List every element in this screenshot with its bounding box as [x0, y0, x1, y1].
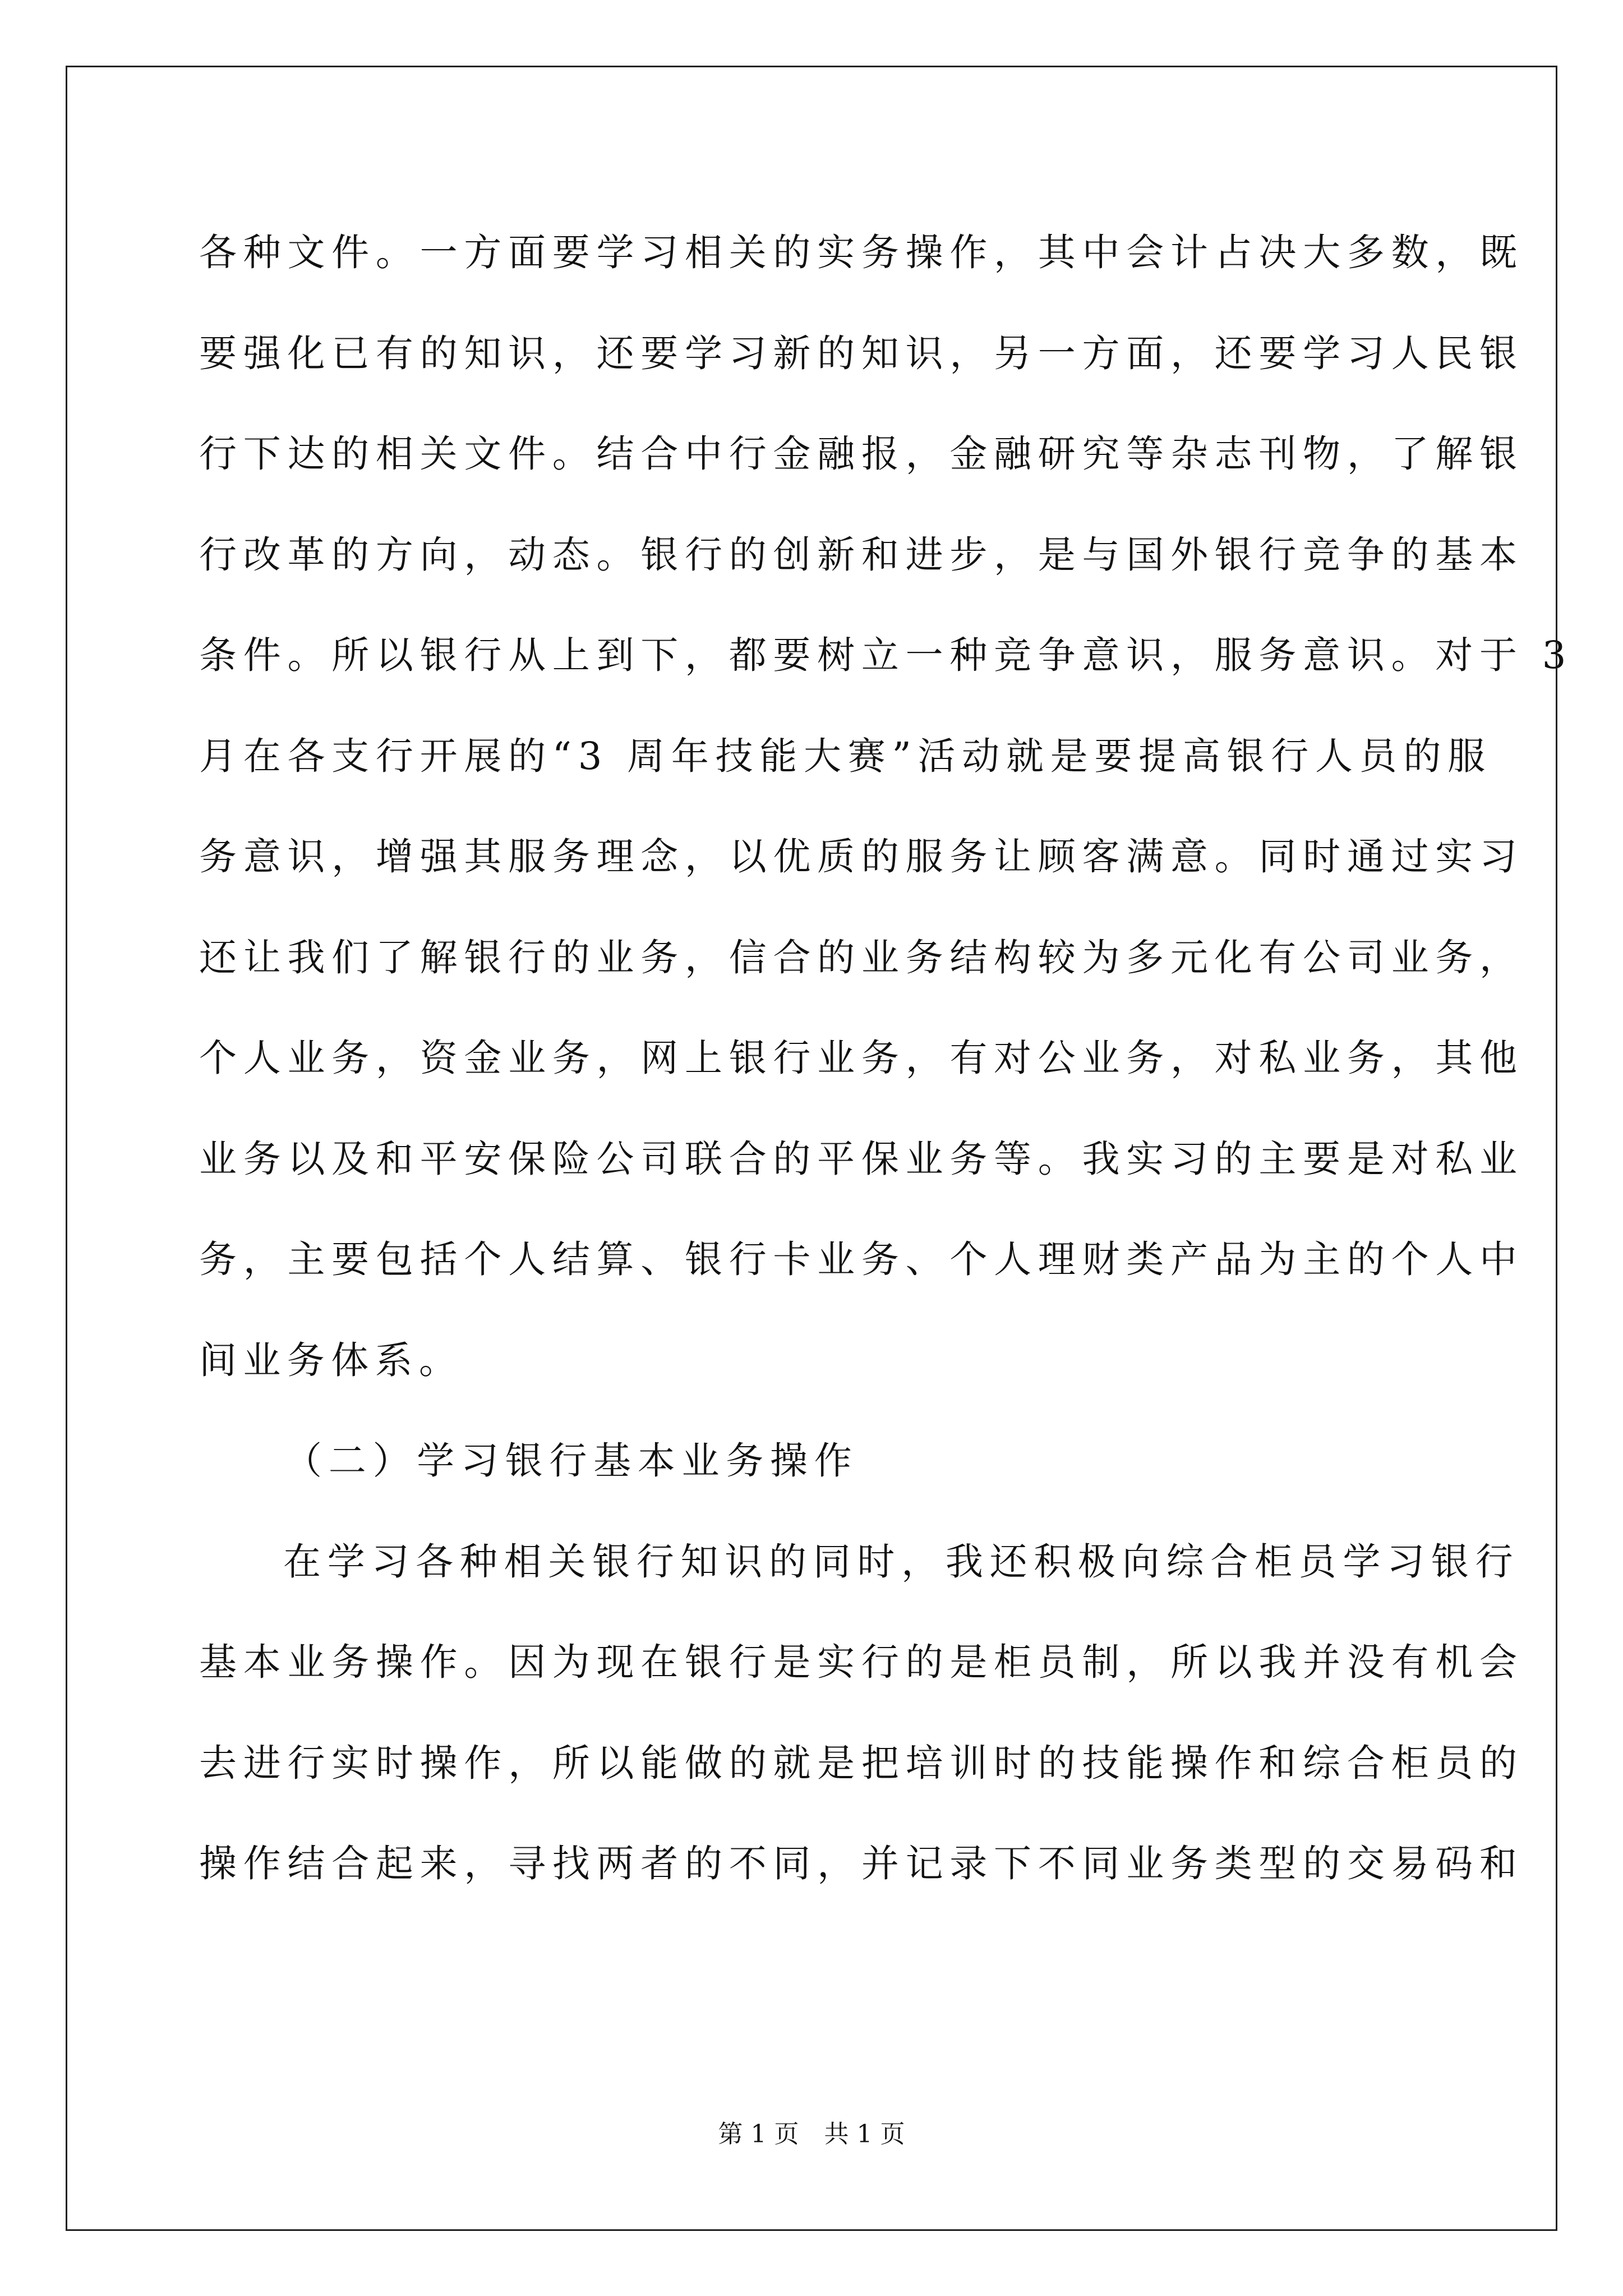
- text-line: 行改革的方向，动态。银行的创新和进步，是与国外银行竞争的基本: [199, 532, 1524, 577]
- text-line: 个人业务，资金业务，网上银行业务，有对公业务，对私业务，其他: [199, 1036, 1524, 1080]
- document-body: [199, 213, 1573, 1925]
- text-line: 在学习各种相关银行知识的同时，我还积极向综合柜员学习银行: [283, 1539, 1520, 1584]
- page-total: 共 1 页: [824, 2120, 905, 2148]
- text-line: 务，主要包括个人结算、银行卡业务、个人理财类产品为主的个人中: [199, 1237, 1524, 1281]
- paragraph: [199, 213, 1573, 1421]
- text-line: 间业务体系。: [199, 1338, 463, 1382]
- text-line: 操作结合起来，寻找两者的不同，并记录下不同业务类型的交易码和: [199, 1842, 1524, 1885]
- text-line: 业务以及和平安保险公司联合的平保业务等。我实习的主要是对私业: [199, 1137, 1524, 1181]
- text-line: 行下达的相关文件。结合中行金融报，金融研究等杂志刊物，了解银: [199, 432, 1524, 476]
- text-line: 条件。所以银行从上到下，都要树立一种竞争意识，服务意识。对于 3: [199, 633, 1573, 677]
- text-line: 去进行实时操作，所以能做的就是把培训时的技能操作和综合柜员的: [199, 1741, 1524, 1785]
- paragraph: [199, 1522, 1524, 1925]
- page-number: 第 1 页: [718, 2120, 799, 2148]
- page-footer: [0, 2118, 1623, 2151]
- text-line: 务意识，增强其服务理念，以优质的服务让顾客满意。同时通过实习: [199, 835, 1524, 878]
- text-line: 各种文件。一方面要学习相关的实务操作，其中会计占决大多数，既: [199, 231, 1524, 274]
- text-line: 月在各支行开展的“3 周年技能大赛”活动就是要提高银行人员的服: [199, 734, 1492, 778]
- text-line: 基本业务操作。因为现在银行是实行的是柜员制，所以我并没有机会: [199, 1640, 1524, 1684]
- text-line: 要强化已有的知识，还要学习新的知识，另一方面，还要学习人民银: [199, 331, 1524, 375]
- text-line: 还让我们了解银行的业务，信合的业务结构较为多元化有公司业务，: [199, 935, 1524, 979]
- section-heading: （二）学习银行基本业务操作: [284, 1439, 859, 1483]
